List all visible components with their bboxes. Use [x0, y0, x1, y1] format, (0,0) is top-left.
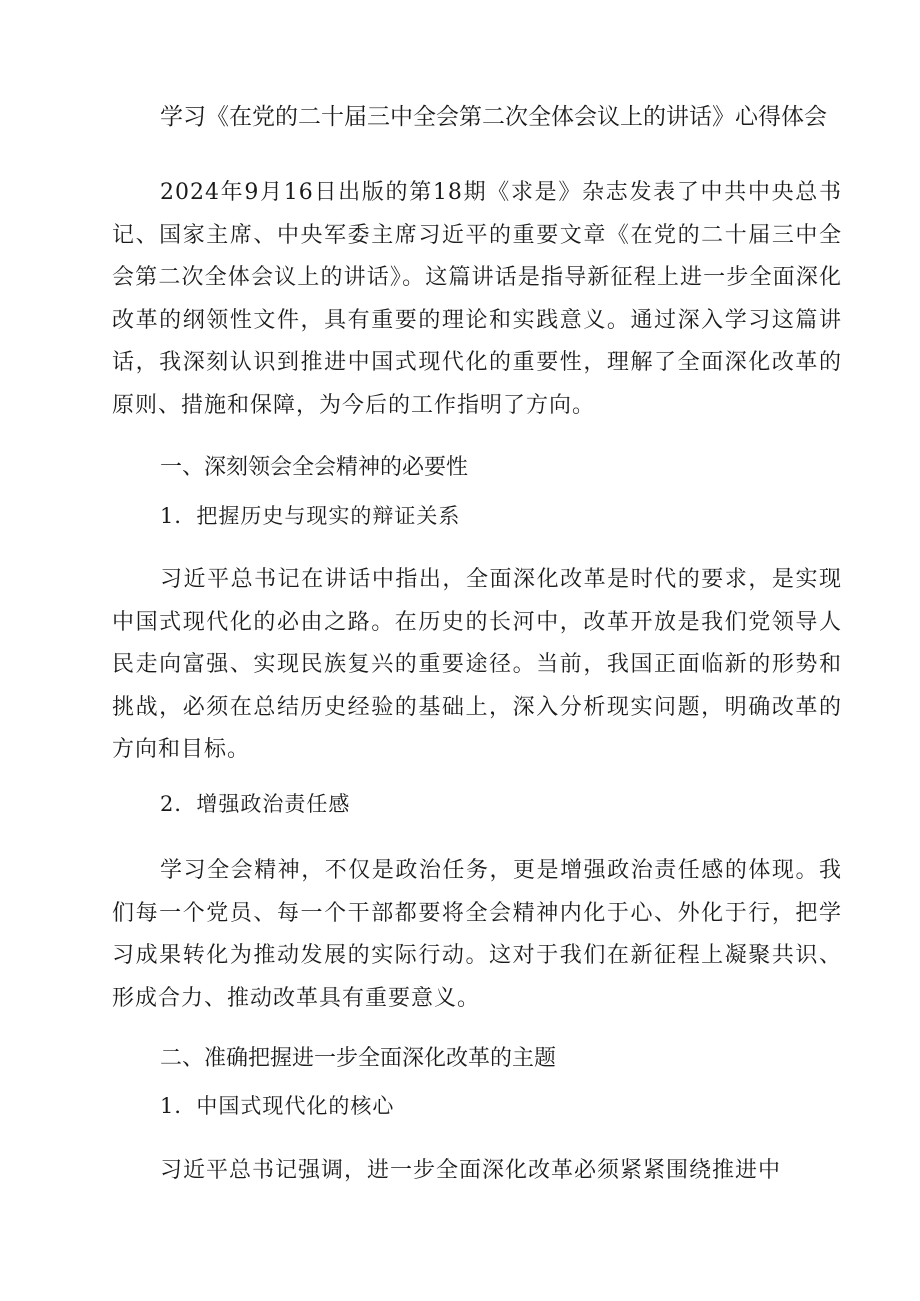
- section-1-2-heading: 2．增强政治责任感: [160, 792, 351, 816]
- document-title: 学习《在党的二十届三中全会第二次全体会议上的讲话》心得体会: [160, 104, 827, 130]
- section-1-heading: 一、深刻领会全会精神的必要性: [160, 455, 469, 480]
- section-2-1-heading: 1．中国式现代化的核心: [160, 1094, 395, 1118]
- section-1-1-heading: 1．把握历史与现实的辩证关系: [160, 504, 461, 528]
- section-1-2-paragraph: 学习全会精神，不仅是政治任务，更是增强政治责任感的体现。我们每一个党员、每一个干部都要将全会精神内化于心、外化于行，把学习成果转化为推动发展的实际行动。这对于我们在新征程上凝聚共识、形成合力、推动改革具有重要意义。: [112, 858, 842, 1011]
- intro-paragraph: 2024年9月16日出版的第18期《求是》杂志发表了中共中央总书记、国家主席、中央军委主席习近平的重要文章《在党的二十届三中全会第二次全体会议上的讲话》。这篇讲话是指导新征程上进一步全面深化改革的纲领性文件，具有重要的理论和实践意义。通过深入学习这篇讲话，我深刻认识到推进中国式现代化的重要性，理解了全面深化改革的原则、措施和保障，为今后的工作指明了方向。: [112, 180, 842, 418]
- section-2-heading: 二、准确把握进一步全面深化改革的主题: [160, 1046, 557, 1071]
- section-1-1-paragraph: 习近平总书记在讲话中指出，全面深化改革是时代的要求，是实现中国式现代化的必由之路。在历史的长河中，改革开放是我们党领导人民走向富强、实现民族复兴的重要途径。当前，我国正面临新的形势和挑战，必须在总结历史经验的基础上，深入分析现实问题，明确改革的方向和目标。: [112, 567, 842, 762]
- section-2-1-paragraph: 习近平总书记强调，进一步全面深化改革必须紧紧围绕推进中: [160, 1158, 782, 1183]
